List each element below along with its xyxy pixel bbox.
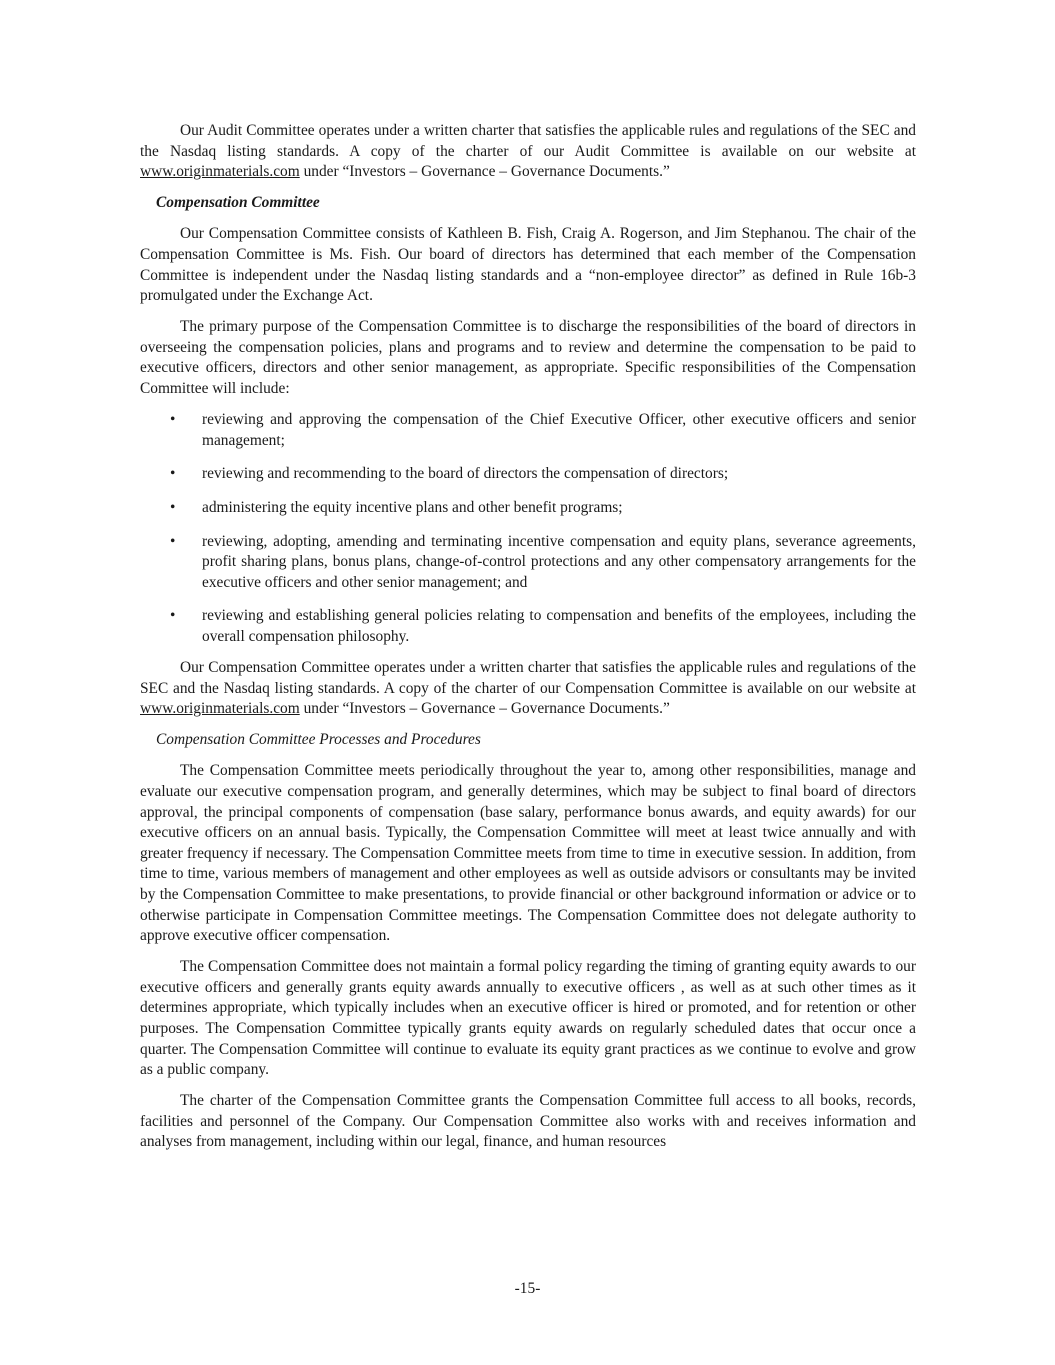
audit-charter-paragraph — [140, 121, 916, 183]
bullet-icon: • — [170, 607, 176, 625]
compensation-charter-text-end: under “Investors – Governance – Governance Documents.” — [299, 700, 670, 718]
list-item — [140, 606, 916, 647]
compensation-charter-website-link[interactable]: www.originmaterials.com — [140, 700, 300, 718]
compensation-members-paragraph: Our Compensation Committee consists of Kathleen B. Fish, Craig A. Rogerson, and Jim Stephanou. The chair of the Compensation Committee is Ms. Fish. Our board of directors has determined that each member of the Compensation Committee is independent under the Nasdaq listing standards and a “non-employee director” as defined in Rule 16b-3 promulgated under the Exchange Act. — [140, 225, 916, 305]
compensation-charter-text: Our Compensation Committee operates under a written charter that satisfies the applicable rules and regulations of the SEC and the Nasdaq listing standards. A copy of the charter of our Compensation Committee is available on our website at — [140, 658, 916, 697]
audit-charter-text: Our Audit Committee operates under a written charter that satisfies the applicable rules and regulations of the SEC and the Nasdaq listing standards. A copy of the charter of our Audit Committee is available on our website at — [140, 122, 916, 160]
bullet-icon: • — [170, 532, 176, 550]
list-item — [140, 532, 916, 594]
list-item — [140, 464, 916, 485]
list-item-text: reviewing and approving the compensation of the Chief Executive Officer, other executive officers and senior management; — [202, 411, 916, 449]
charter-access-paragraph: The charter of the Compensation Committee grants the Compensation Committee full access to all books, records, facilities and personnel of the Company. Our Compensation Committee also works with and receives information and analyses from management, including within our legal, finance, and human resources — [140, 1092, 916, 1151]
list-item-text: reviewing and establishing general policies relating to compensation and benefits of the employees, including the overall compensation philosophy. — [202, 607, 916, 645]
list-item-text: reviewing, adopting, amending and terminating incentive compensation and equity plans, severance agreements, profit sharing plans, bonus plans, change-of-control protections and any other compensatory arrangements for the executive officers and other senior management; and — [202, 532, 916, 591]
document-page — [140, 121, 916, 1164]
audit-charter-text-end: under “Investors – Governance – Governance Documents.” — [299, 163, 670, 181]
processes-heading: Compensation Committee Processes and Procedures — [156, 731, 481, 749]
equity-grant-policy-paragraph: The Compensation Committee does not maintain a formal policy regarding the timing of granting equity awards to our executive officers and generally grants equity awards annually to executive officers , as well as at such other times as it determines appropriate, which typically includes when an executive officer is hired or promoted, and for retention or other purposes. The Compensation Committee typically grants equity awards on regularly scheduled dates that occur once a quarter. The Compensation Committee will continue to evaluate its equity grant practices as we continue to evolve and grow as a public company. — [140, 958, 916, 1079]
list-item-text: administering the equity incentive plans and other benefit programs; — [202, 498, 623, 516]
processes-meetings-paragraph: The Compensation Committee meets periodically throughout the year to, among other responsibilities, manage and evaluate our executive compensation program, and generally determines, which may be subject to final board of directors approval, the principal components of compensation (base salary, performance bonus awards, and equity awards) for our executive officers on an annual basis. Typically, the Compensation Committee will meet at least twice annually and with greater frequency if necessary. The Compensation Committee meets from time to time in executive session. In addition, from time to time, various members of management and other employees as well as outside advisors or consultants may be invited by the Compensation Committee to make presentations, to provide financial or other background information or advice or to otherwise participate in Compensation Committee meetings. The Compensation Committee does not delegate authority to approve executive officer compensation. — [140, 762, 916, 945]
bullet-icon: • — [170, 411, 176, 429]
compensation-purpose-paragraph: The primary purpose of the Compensation Committee is to discharge the responsibilities of the board of directors in overseeing the compensation policies, plans and programs and to review and determine the compensation to be paid to executive officers, directors and other senior management, as appropriate. Specific responsibilities of the Compensation Committee will include: — [140, 318, 916, 398]
compensation-charter-paragraph — [140, 658, 916, 720]
responsibilities-list — [140, 410, 916, 647]
bullet-icon: • — [170, 465, 176, 483]
list-item — [140, 498, 916, 519]
bullet-icon: • — [170, 498, 176, 516]
list-item — [140, 410, 916, 451]
page-number: -15- — [514, 1280, 541, 1297]
compensation-committee-heading: Compensation Committee — [156, 194, 320, 212]
list-item-text: reviewing and recommending to the board of directors the compensation of directors; — [202, 465, 729, 483]
audit-charter-website-link[interactable]: www.originmaterials.com — [140, 163, 300, 181]
